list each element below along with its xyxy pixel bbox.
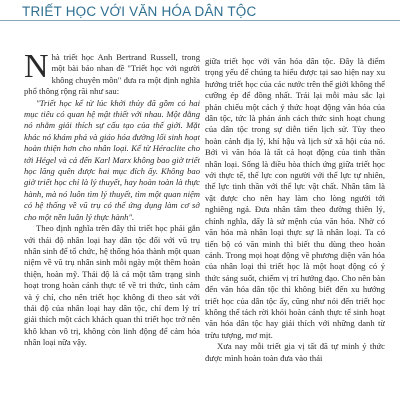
page-header: TRIẾT HỌC VỚI VĂN HÓA DÂN TỘC: [22, 4, 257, 19]
drop-cap: N: [24, 52, 49, 85]
right-column: [205, 56, 385, 396]
left-paragraph-2: Theo định nghĩa trên đây thì triết học phải gắn với thái độ nhân loại hay dân tộc đối với vũ trụ nhân sinh để tổ chức, hệ thống hóa thành một quan niệm về vũ trụ nhân sinh mỗi ngày một thêm hoàn thiện, hoàn mỹ. Thái độ là cả một tâm trạng sinh hoạt trong hoàn cảnh thực tế về tri thức, tình cảm và ý chí, cho nên triết học không đi theo sát với thái độ của nhân loại hay dân tộc, chỉ đem lý trí giải thích một cách khách quan thì triết học trở nên khô khan vô trị, không còn linh động để cảm hóa nhân loại nữa vậy.: [24, 223, 200, 348]
russell-quote: "Triết học kể từ lúc khởi thủy đã gồm có hai mục tiêu có quan hệ mật thiết với nhau. Một đằng nó nhằm giải thích sự cấu tạo của thế giới. Mặt khác nó khám phá và giáo hóa đường lối sinh hoạt hoàn thiện hơn cho nhân loại. Kể từ Héraclite cho tới Hégel và cả đến Karl Marx không bao giờ triết học lãng quên được hai mục đích ấy. Không bao giờ triết học chỉ là lý thuyết, hay hoàn toàn là thực hành, mà nó luôn tìm lý thuyết, tìm một quan niệm có hệ thống về vũ trụ có thể ứng dụng làm cơ sở cho một nền luân lý thực hành".: [24, 97, 200, 222]
intro-text: hà triết học Anh Bertrand Russell, trong một bài báo nhan đề "Triết học với người không chuyên môn" đưa ra một định nghĩa phổ thông rộng rãi như sau:: [24, 52, 200, 97]
right-paragraph-2: Xưa nay mỗi triết gia vị tất đã tự minh ý thức được mình hoàn toàn đưa vào thái: [205, 341, 385, 363]
intro-paragraph: [24, 52, 200, 98]
header-rule: [0, 20, 400, 21]
right-paragraph-1: giữa triết học với văn hóa dân tộc. Đây là điểm trọng yếu để chúng ta hiểu được tại sao hiện nay xu hướng triết học của các nước trên thế giới không thể cưỡng ép để đồng nhất. Trái lại mỗi màu sắc lại phản chiếu một cách ý thức hoạt động văn hóa của dân tộc, tức là phản ánh cách thức sinh hoạt chung của dân tộc trong sự diễn tiến lịch sử. Tùy theo hoàn cảnh địa lý, khí hậu và lịch sử xã hội của nó. Bởi vì văn hóa là tất cả hoạt động của tinh thần nhân loại. Sống là điều hòa thích ứng giữa triết học với thực tế, thể lực con người với thể lực tự nhiên, thể lực tinh thần với thể lực vật chất. Nhân tâm là vật được cho nên hay làm cho lòng người tới nghiêng ngả. Đưa nhân tâm theo đường thiên lý, chính nghĩa, dấy là sứ mệnh của văn hóa. Nhờ có văn hóa mà nhân loại thực sự là nhân loại. Ta có tiến bộ có văn minh thì biết thu dùng theo hoàn cảnh. Trong mọi hoạt động về phương diện văn hóa của nhân loại thì triết học là một hoạt động có ý thức sáng suốt, chiếm vị trí hướng đạo. Cho nên bàn đến văn hóa dân tộc thì không biết đến xu hướng triết học của dân tộc ấy, cũng như nói đến triết học không thể tách rời khỏi hoàn cảnh thực tế sinh hoạt văn hóa dân tộc hay giải thích với những danh từ trừu tượng, mơ mịt.: [205, 56, 385, 340]
left-column: [24, 52, 200, 396]
